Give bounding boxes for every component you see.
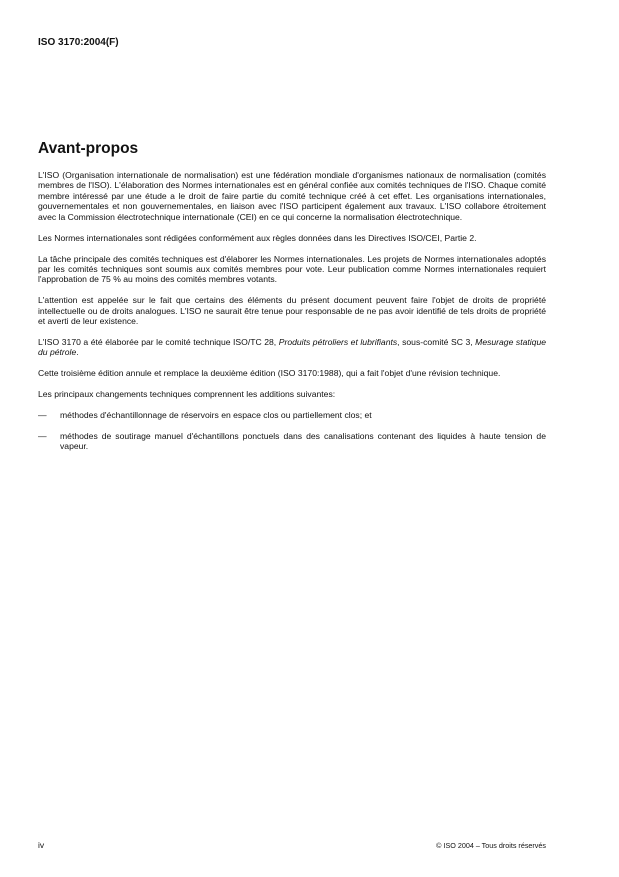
page-number: iv [38,840,45,850]
standard-code-header: ISO 3170:2004(F) [38,37,119,48]
page-title: Avant-propos [38,140,139,157]
em-dash-bullet: — [38,430,47,441]
paragraph-changes-intro: Les principaux changements techniques comprennent les additions suivantes: [38,389,336,400]
foreword-body [38,170,546,462]
list-item-text: méthodes de soutirage manuel d'échantillons ponctuels dans des canalisations contenant des liquides à haute tension de vapeur. [60,430,546,452]
list-item [38,410,546,420]
copyright-notice: © ISO 2004 – Tous droits réservés [436,841,546,850]
list-item-text: méthodes d'échantillonnage de réservoirs en espace clos ou partiellement clos; et [60,409,372,420]
paragraph-directives: Les Normes internationales sont rédigées conformément aux règles données dans les Directives ISO/CEI, Partie 2. [38,232,477,243]
paragraph-prepared-by [38,337,546,358]
prepared-by-text-3: . [76,347,79,358]
subcommittee-name: Mesurage statique du pétrole [38,337,547,358]
prepared-by-text-2: , sous-comité SC 3, [397,337,476,347]
em-dash-bullet: — [38,409,47,420]
paragraph-patent-rights: L'attention est appelée sur le fait que certains des éléments du présent document peuvent faire l'objet de droits de propriété intellectuelle ou de droits analogues. L'ISO ne saurait être tenue pour responsable de ne pas avoir identifié de tels droits de propriété et averti de leur existence. [38,295,546,327]
paragraph-edition: Cette troisième édition annule et remplace la deuxième édition (ISO 3170:1988), qui a fait l'objet d'une révision technique. [38,368,501,379]
list-item [38,431,546,452]
prepared-by-text-1: L'ISO 3170 a été élaborée par le comité technique ISO/TC 28, [38,337,279,347]
paragraph-iso-organisation: L'ISO (Organisation internationale de normalisation) est une fédération mondiale d'organismes nationaux de normalisation (comités membres de l'ISO). L'élaboration des Normes internationales est en général confiée aux comités techniques de l'ISO. Chaque comité membre intéressé par une étude a le droit de faire partie du comité technique créé à cet effet. Les organisations internationales, gouvernementales et non gouvernementales, en liaison avec l'ISO participent également aux travaux. L'ISO collabore étroitement avec la Commission électrotechnique internationale (CEI) en ce qui concerne la normalisation électrotechnique. [38,170,546,222]
committee-name: Produits pétroliers et lubrifiants [278,337,398,347]
paragraph-technical-committees: La tâche principale des comités techniques est d'élaborer les Normes internationales. Les projets de Normes internationales adoptés par les comités techniques sont soumis aux comités membres pour vote. Leur publication comme Normes internationales requiert l'approbation de 75 % au moins des comités membres votants. [38,253,546,285]
